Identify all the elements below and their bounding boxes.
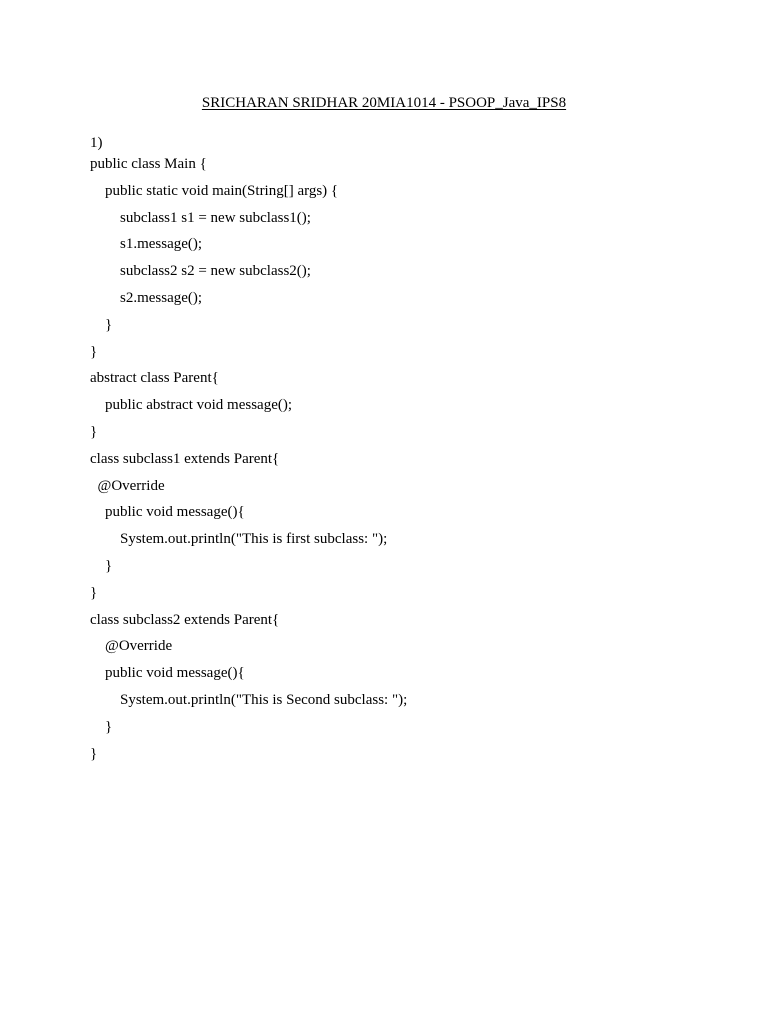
code-line: @Override <box>90 477 165 494</box>
code-line: } <box>90 423 98 440</box>
code-line: } <box>90 557 113 574</box>
code-line: } <box>90 584 98 601</box>
code-line: public static void main(String[] args) { <box>90 182 339 199</box>
code-line: s1.message(); <box>90 236 203 253</box>
code-line: System.out.println("This is first subclass: "); <box>90 531 388 548</box>
code-line: } <box>90 718 113 735</box>
code-line: subclass1 s1 = new subclass1(); <box>90 209 311 226</box>
code-line: abstract class Parent{ <box>90 370 219 387</box>
question-number: 1) <box>90 135 103 151</box>
code-line: s2.message(); <box>90 289 203 306</box>
code-line: @Override <box>90 638 173 655</box>
code-line: } <box>90 745 98 762</box>
code-line: public abstract void message(); <box>90 397 293 414</box>
code-line: class subclass1 extends Parent{ <box>90 450 280 467</box>
code-line: subclass2 s2 = new subclass2(); <box>90 263 311 280</box>
code-line: } <box>90 316 113 333</box>
code-line: public void message(){ <box>90 665 245 682</box>
code-block <box>90 153 710 769</box>
code-line: System.out.println("This is Second subclass: "); <box>90 691 408 708</box>
code-line: public class Main { <box>90 156 207 172</box>
code-line: public void message(){ <box>90 504 245 521</box>
code-line: class subclass2 extends Parent{ <box>90 611 280 628</box>
code-line: } <box>90 343 98 360</box>
document-title: SRICHARAN SRIDHAR 20MIA1014 - PSOOP_Java_IPS8 <box>201 95 567 111</box>
